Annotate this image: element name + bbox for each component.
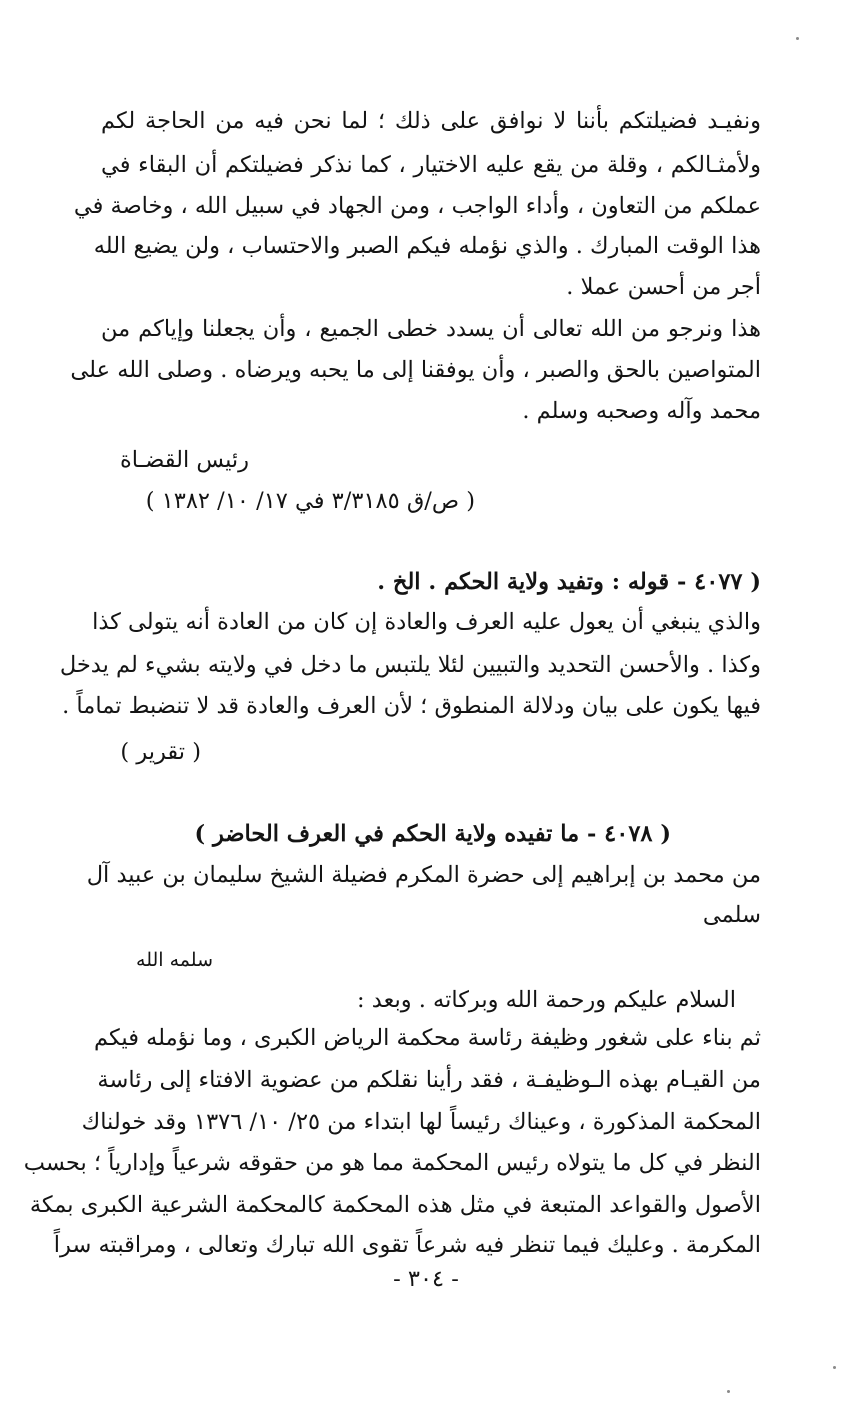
section-4078-body-line-2: من القيـام بهذه الـوظيفـة ، فقد رأينا نقلكم من عضوية الافتاء إلى رئاسة [97, 1067, 761, 1093]
paragraph-1-line-3: عملكم من التعاون ، وأداء الواجب ، ومن الجهاد في سبيل الله ، وخاصة في [73, 193, 761, 219]
paragraph-2-line-2: المتواصين بالحق والصبر ، وأن يوفقنا إلى ما يحبه ويرضاه . وصلى الله على [70, 357, 761, 383]
paragraph-1-line-5: أجر من أحسن عملا . [566, 274, 761, 300]
section-4078-body-line-5: الأصول والقواعد المتبعة في مثل هذه المحكمة كالمحكمة الشرعية الكبرى بمكة [29, 1192, 761, 1218]
paragraph-1-line-4: هذا الوقت المبارك . والذي نؤمله فيكم الصبر والاحتساب ، ولن يضيع الله [93, 233, 761, 259]
section-4078-heading: ( ٤٠٧٨ - ما تفيده ولاية الحكم في العرف الحاضر ) [194, 821, 671, 847]
section-4078-addressee-line-2: سلمى [702, 902, 761, 928]
signature-title: رئيس القضـاة [120, 447, 249, 473]
section-4077-note: ( تقرير ) [120, 739, 201, 765]
section-4077-line-1: والذي ينبغي أن يعول عليه العرف والعادة إن كان من العادة أنه يتولى كذا [92, 609, 761, 635]
greeting: السلام عليكم ورحمة الله وبركاته . وبعد : [357, 987, 736, 1013]
paragraph-2-line-3: محمد وآله وصحبه وسلم . [522, 398, 761, 424]
section-4078-body-line-1: ثم بناء على شغور وظيفة رئاسة محكمة الرياض الكبرى ، وما نؤمله فيكم [94, 1025, 761, 1051]
paragraph-2-line-1: هذا ونرجو من الله تعالى أن يسدد خطى الجميع ، وأن يجعلنا وإياكم من [101, 316, 761, 342]
page-number: - ٣٠٤ - [393, 1266, 459, 1292]
scan-speck [727, 1390, 730, 1393]
section-4077-line-3: فيها يكون على بيان ودلالة المنطوق ؛ لأن العرف والعادة قد لا تنضبط تماماً . [62, 693, 761, 719]
section-4077-line-2: وكذا . والأحسن التحديد والتبيين لئلا يلتبس ما دخل في ولايته بشيء لم يدخل [59, 652, 761, 678]
letter-reference: ( ص/ق ٣/٣١٨٥ في ١٧/ ١٠/ ١٣٨٢ ) [145, 488, 475, 514]
section-4078-body-line-6: المكرمة . وعليك فيما تنظر فيه شرعاً تقوى الله تبارك وتعالى ، ومراقبته سراً [53, 1232, 761, 1258]
paragraph-1-line-1: ونفيـد فضيلتكم بأننا لا نوافق على ذلك ؛ لما نحن فيه من الحاجة لكم [101, 108, 761, 134]
section-4078-body-line-3: المحكمة المذكورة ، وعيناك رئيساً لها ابتداء من ٢٥/ ١٠/ ١٣٧٦ وقد خولناك [81, 1109, 761, 1135]
paragraph-1-line-2: ولأمثـالكم ، وقلة من يقع عليه الاختيار ، كما نذكر فضيلتكم أن البقاء في [101, 152, 761, 178]
scan-speck [833, 1366, 836, 1369]
scan-speck [796, 37, 799, 40]
section-4077-heading: ( ٤٠٧٧ - قوله : وتفيد ولاية الحكم . الخ . [377, 569, 761, 595]
blessing: سلمه الله [136, 949, 213, 971]
section-4078-addressee-line-1: من محمد بن إبراهيم إلى حضرة المكرم فضيلة الشيخ سليمان بن عبيد آل [86, 862, 761, 888]
section-4078-body-line-4: النظر في كل ما يتولاه رئيس المحكمة مما هو من حقوقه شرعياً وإدارياً ؛ بحسب [23, 1150, 761, 1176]
